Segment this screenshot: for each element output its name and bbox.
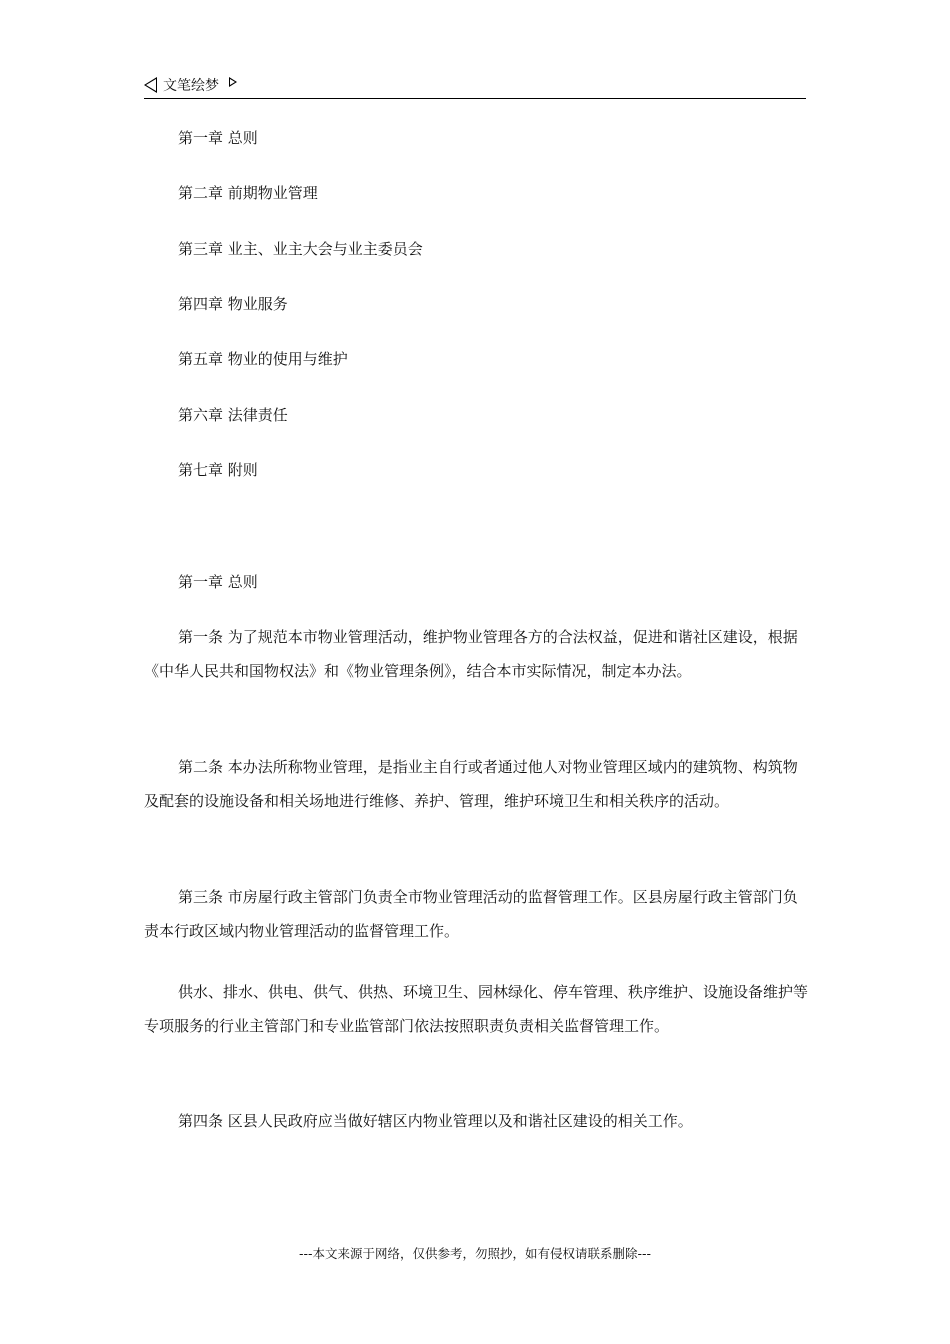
- triangle-left-icon: [144, 77, 157, 93]
- page-header: [144, 70, 806, 99]
- toc-item: 第六章 法律责任: [178, 406, 288, 424]
- footer-disclaimer: ---本文来源于网络，仅供参考，勿照抄，如有侵权请联系删除---: [298, 1246, 652, 1261]
- toc-item: 第四章 物业服务: [178, 295, 288, 313]
- article-paragraph: 供水、排水、供电、供气、供热、环境卫生、园林绿化、停车管理、秩序维护、设施设备维护等专项服务的行业主管部门和专业监管部门依法按照职责负责相关监督管理工作。: [144, 983, 809, 1035]
- brand-name: 文笔绘梦: [163, 78, 219, 94]
- article-paragraph: 第三条 市房屋行政主管部门负责全市物业管理活动的监督管理工作。区县房屋行政主管部门负责本行政区域内物业管理活动的监督管理工作。: [144, 888, 798, 940]
- header-brand-group: [144, 75, 237, 95]
- toc-item: 第五章 物业的使用与维护: [178, 350, 348, 368]
- toc-item: 第三章 业主、业主大会与业主委员会: [178, 240, 423, 258]
- toc-item: 第一章 总则: [178, 129, 258, 147]
- article-paragraph: 第一条 为了规范本市物业管理活动，维护物业管理各方的合法权益，促进和谐社区建设，根据《中华人民共和国物权法》和《物业管理条例》，结合本市实际情况，制定本办法。: [144, 628, 798, 680]
- article-paragraph: 第二条 本办法所称物业管理，是指业主自行或者通过他人对物业管理区域内的建筑物、构筑物及配套的设施设备和相关场地进行维修、养护、管理，维护环境卫生和相关秩序的活动。: [144, 758, 798, 810]
- toc-item: 第七章 附则: [178, 461, 258, 479]
- triangle-right-icon: [229, 77, 237, 87]
- toc-item: 第二章 前期物业管理: [178, 184, 318, 202]
- chapter-heading: 第一章 总则: [178, 573, 258, 591]
- article-paragraph: 第四条 区县人民政府应当做好辖区内物业管理以及和谐社区建设的相关工作。: [178, 1112, 693, 1130]
